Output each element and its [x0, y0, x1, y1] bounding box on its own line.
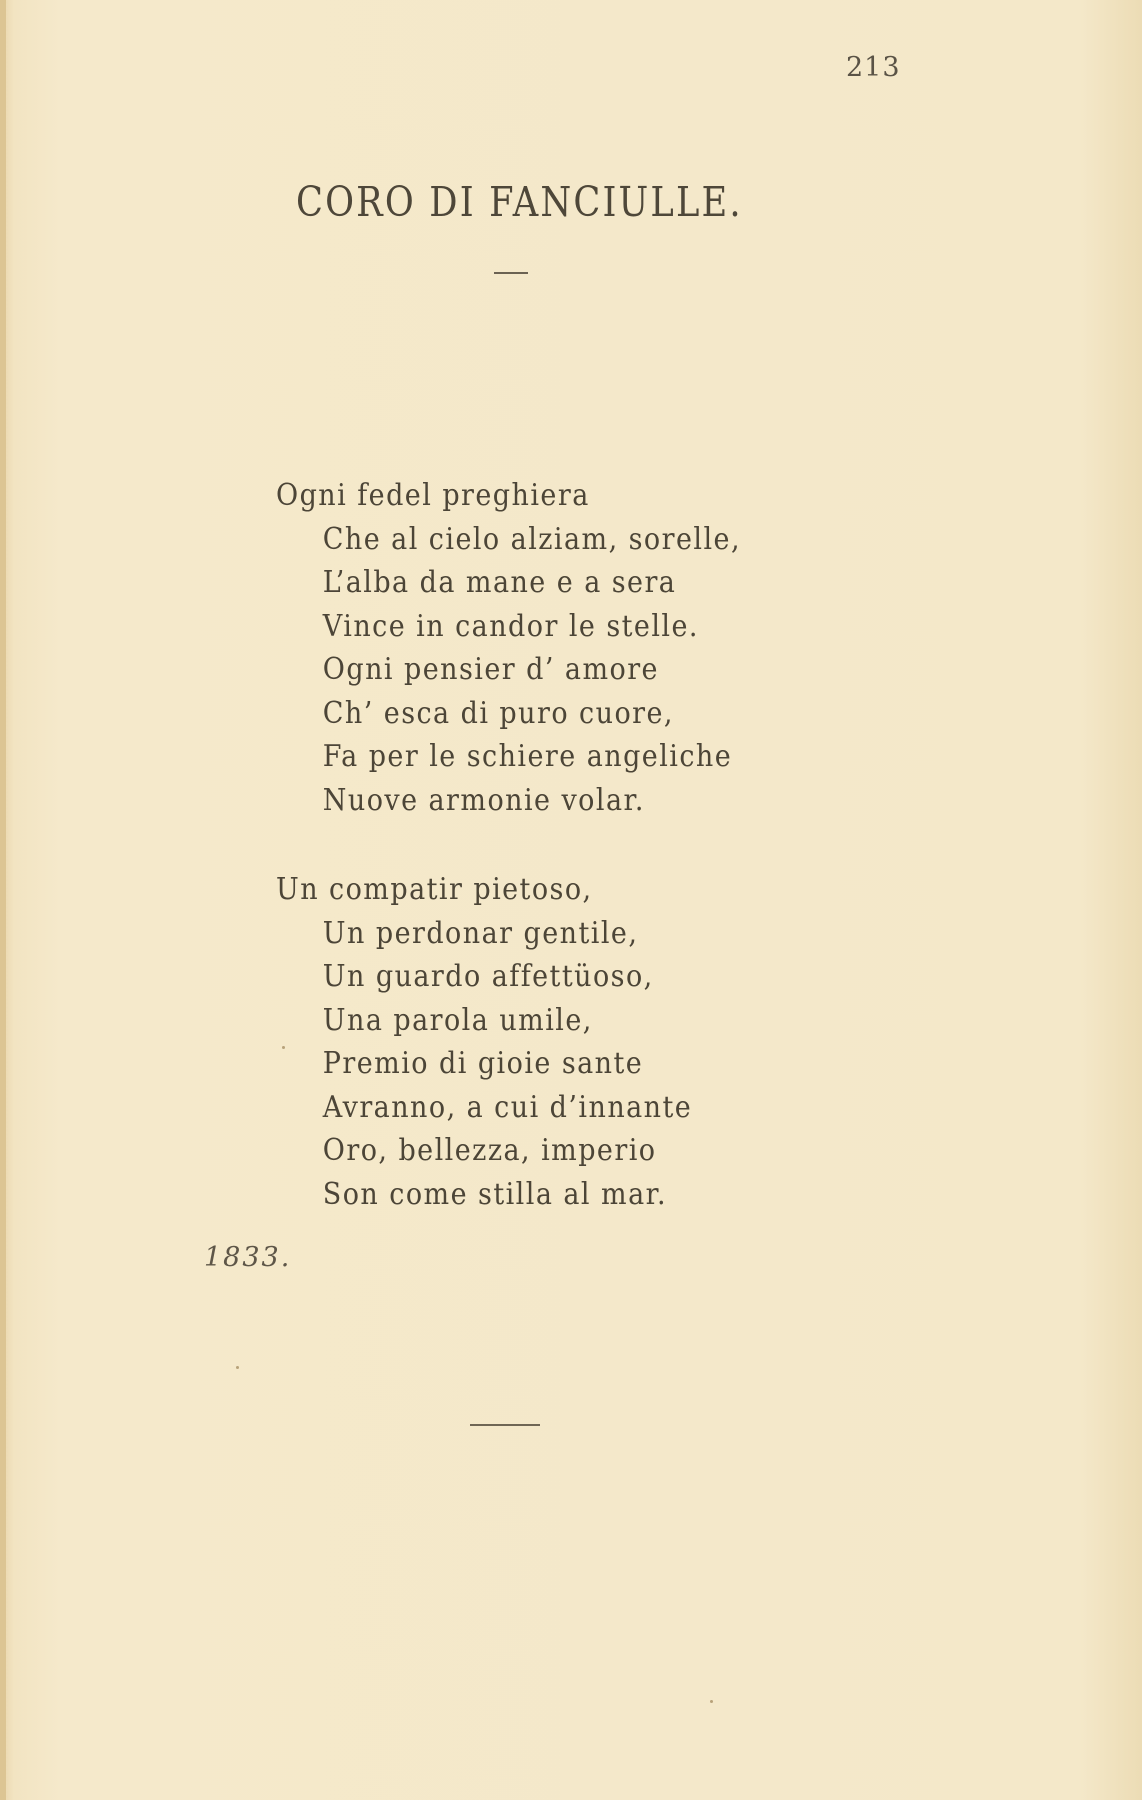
verse-line: Avranno, a cui d’innante — [322, 1089, 693, 1125]
stanza-2 — [276, 868, 738, 1216]
verse-line: Una parola umile, — [322, 1002, 593, 1038]
verse-line: Ch’ esca di puro cuore, — [322, 695, 674, 731]
verse-line: Premio di gioie sante — [322, 1046, 644, 1081]
verse-line: Un compatir pietoso, — [276, 872, 593, 907]
verse-line: Che al cielo alziam, sorelle, — [322, 521, 741, 557]
paper-speck — [710, 1700, 713, 1703]
verse-line: Ogni pensier d’ amore — [322, 652, 659, 687]
verse-line: Un guardo affettüoso, — [322, 959, 654, 994]
verse-line: Nuove armonie volar. — [322, 782, 645, 818]
title-divider — [494, 272, 528, 274]
poem-title: CORO DI FANCIULLE. — [296, 178, 743, 226]
page-binding-edge — [0, 0, 6, 1800]
verse-line: L’alba da mane e a sera — [322, 565, 677, 600]
stanza-1 — [276, 474, 793, 822]
paper-speck — [236, 1366, 239, 1369]
verse-line: Un perdonar gentile, — [322, 915, 639, 951]
poem-date: 1833. — [204, 1242, 292, 1273]
verse-line: Oro, bellezza, imperio — [322, 1133, 657, 1168]
verse-line: Son come stilla al mar. — [322, 1176, 668, 1212]
verse-line: Vince in candor le stelle. — [322, 608, 699, 644]
page-number: 213 — [846, 52, 901, 83]
verse-line: Ogni fedel preghiera — [276, 478, 590, 513]
end-divider — [470, 1424, 540, 1426]
paper-speck — [282, 1046, 285, 1049]
verse-line: Fa per le schiere angeliche — [322, 739, 733, 774]
